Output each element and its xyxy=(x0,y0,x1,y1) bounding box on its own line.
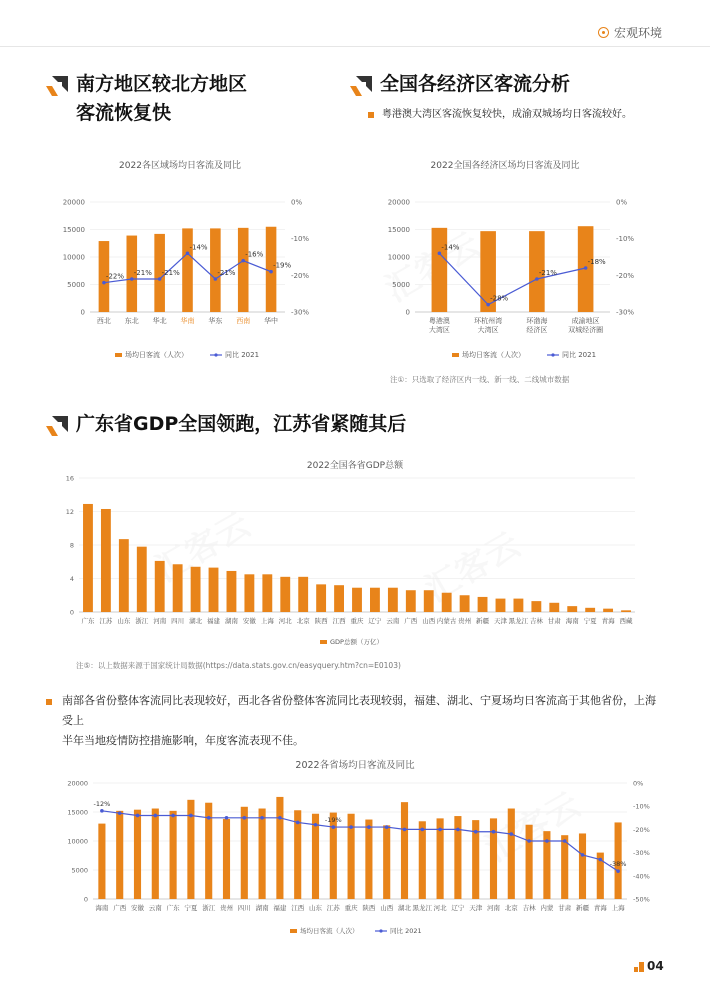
bar xyxy=(238,228,249,312)
legend-label: 场均日客流（人次） xyxy=(125,351,188,359)
x-tick-label: 浙江 xyxy=(135,617,149,625)
bar xyxy=(316,584,326,612)
x-tick-label: 山东 xyxy=(309,904,322,912)
bar xyxy=(259,809,266,899)
x-tick-label: 甘肃 xyxy=(558,904,572,912)
legend-label: 同比 2021 xyxy=(562,351,597,359)
series-point xyxy=(349,825,353,829)
y-tick-label: 10000 xyxy=(67,837,88,846)
x-tick-label: 湖北 xyxy=(189,617,203,625)
bar xyxy=(98,824,105,899)
series-point xyxy=(100,809,104,813)
x-tick-label: 山西 xyxy=(380,904,394,912)
econ-zone-summary: 粤港澳大湾区客流恢复较快，成渝双城场均日客流较好。 xyxy=(382,109,632,120)
series-point xyxy=(314,823,318,827)
bar xyxy=(280,577,290,612)
page-number: 04 xyxy=(647,959,664,973)
series-point xyxy=(260,816,264,820)
data-label: -19% xyxy=(324,816,342,825)
x-tick-label: 江苏 xyxy=(326,904,340,912)
series-point xyxy=(214,277,218,281)
x-tick-label: 新疆 xyxy=(476,617,490,625)
x-tick-label: 华北 xyxy=(152,317,167,325)
x-tick-label: 云南 xyxy=(148,904,162,912)
x-tick-label: 大湾区 xyxy=(477,326,499,334)
chart-title-province: 2022各省场均日客流及同比 xyxy=(295,760,415,771)
x-tick-label: 经济区 xyxy=(526,326,548,334)
y-tick-label: 5000 xyxy=(71,866,88,875)
bar xyxy=(567,606,577,612)
x-tick-label: 江苏 xyxy=(99,617,113,625)
data-label: -12% xyxy=(93,799,111,808)
y-tick-label: 0 xyxy=(83,895,88,904)
legend-label: 场均日客流（人次） xyxy=(300,927,359,935)
bar xyxy=(241,807,248,899)
x-tick-label: 新疆 xyxy=(576,904,589,912)
bar xyxy=(549,603,559,612)
x-tick-label: 广西 xyxy=(404,617,418,625)
x-tick-label: 黑龙江 xyxy=(412,904,433,912)
x-tick-label: 湖北 xyxy=(398,904,411,912)
x-tick-label: 宁夏 xyxy=(184,904,198,912)
bar xyxy=(137,547,147,612)
series-line xyxy=(439,253,585,304)
title-line: 南方地区较北方地区 xyxy=(76,73,248,95)
x-tick-label: 双城经济圈 xyxy=(568,326,604,334)
data-label: -14% xyxy=(189,243,208,252)
bar xyxy=(513,599,523,612)
legend-swatch xyxy=(115,353,122,357)
title-line: 客流恢复快 xyxy=(76,102,172,124)
bar xyxy=(383,825,390,899)
page-mark-icon xyxy=(634,962,644,972)
series-point xyxy=(243,816,247,820)
bar xyxy=(298,577,308,612)
x-tick-label: 山东 xyxy=(117,617,131,625)
bar xyxy=(191,567,201,612)
series-point xyxy=(278,816,282,820)
bar xyxy=(442,593,452,612)
x-tick-label: 吉林 xyxy=(522,904,536,912)
y-tick-label: 0 xyxy=(69,608,74,617)
bar xyxy=(244,574,254,612)
x-tick-label: 北京 xyxy=(296,617,310,625)
data-label: -21% xyxy=(538,269,557,277)
y2-tick-label: -10% xyxy=(616,235,635,244)
legend-label: 场均日客流（人次） xyxy=(462,351,525,359)
x-tick-label: 安徽 xyxy=(131,904,144,912)
x-tick-label: 宁夏 xyxy=(583,617,597,625)
x-tick-label: 天津 xyxy=(493,617,507,625)
chart-title-region: 2022各区域场均日客流及同比 xyxy=(119,161,241,171)
series-point xyxy=(581,853,585,857)
series-point xyxy=(154,814,158,818)
x-tick-label: 上海 xyxy=(611,904,625,912)
y-tick-label: 15000 xyxy=(62,226,85,234)
series-point xyxy=(296,821,300,825)
x-tick-label: 西南 xyxy=(236,317,251,325)
x-tick-label: 青海 xyxy=(601,617,615,625)
series-point xyxy=(563,839,567,843)
y2-tick-label: -10% xyxy=(291,235,310,244)
chart-title-econ-zone: 2022全国各经济区场均日客流及同比 xyxy=(430,161,580,171)
chart-title-gdp: 2022全国各省GDP总额 xyxy=(306,461,404,471)
legend-swatch xyxy=(452,353,459,357)
series-point xyxy=(599,858,603,862)
bar xyxy=(561,835,568,899)
x-tick-label: 广东 xyxy=(166,904,180,912)
series-point xyxy=(158,277,162,281)
x-tick-label: 粤港澳 xyxy=(428,317,450,325)
series-point xyxy=(332,825,336,829)
x-tick-label: 贵州 xyxy=(220,904,233,912)
paragraph-line: 南部各省份整体客流同比表现较好，西北各省份整体客流同比表现较弱，福建、湖北、宁夏场均日客流高于其他省份，上海受上 xyxy=(62,694,656,727)
bar xyxy=(365,820,372,899)
bar xyxy=(352,588,362,612)
data-label: -21% xyxy=(217,269,236,277)
bar xyxy=(223,819,230,899)
x-tick-label: 北京 xyxy=(504,904,518,912)
x-tick-label: 内蒙 xyxy=(540,904,554,912)
series-point xyxy=(510,832,514,836)
x-tick-label: 湖南 xyxy=(255,904,269,912)
y2-tick-label: 0% xyxy=(616,198,628,207)
bar xyxy=(585,608,595,612)
data-label: -28% xyxy=(490,294,509,303)
x-tick-label: 浙江 xyxy=(202,904,216,912)
series-point xyxy=(438,828,442,832)
y-tick-label: 8 xyxy=(69,541,74,550)
bar xyxy=(334,585,344,612)
x-tick-label: 广东 xyxy=(81,617,95,625)
x-tick-label: 江西 xyxy=(291,904,305,912)
series-point xyxy=(186,252,190,256)
bar xyxy=(621,610,631,612)
series-point xyxy=(474,830,478,834)
legend-label: 同比 2021 xyxy=(225,351,260,359)
x-tick-label: 华中 xyxy=(264,317,279,325)
x-tick-label: 贵州 xyxy=(458,617,472,625)
x-tick-label: 辽宁 xyxy=(451,904,465,912)
x-tick-label: 海南 xyxy=(95,904,109,912)
series-point xyxy=(102,281,106,285)
y2-tick-label: -30% xyxy=(616,308,635,317)
bar xyxy=(173,564,183,612)
data-label: -21% xyxy=(161,269,180,277)
section-title-econ-zone: 全国各经济区客流分析 xyxy=(380,73,571,95)
x-tick-label: 安徽 xyxy=(242,617,256,625)
x-tick-label: 云南 xyxy=(386,617,400,625)
y2-tick-label: -30% xyxy=(633,849,650,858)
chart-province-traffic xyxy=(55,775,660,940)
data-label: -21% xyxy=(133,269,152,277)
bar xyxy=(579,833,586,899)
x-tick-label: 重庆 xyxy=(344,904,358,912)
section-title-gdp: 广东省GDP全国领跑，江苏省紧随其后 xyxy=(76,413,407,435)
y2-tick-label: 0% xyxy=(633,779,644,788)
x-tick-label: 东北 xyxy=(124,317,139,325)
legend-swatch xyxy=(320,640,327,644)
x-tick-label: 山西 xyxy=(422,617,436,625)
series-point xyxy=(545,839,549,843)
bar xyxy=(155,561,165,612)
x-tick-label: 海南 xyxy=(565,617,579,625)
series-point xyxy=(584,266,588,270)
bar xyxy=(388,588,398,612)
bar xyxy=(170,811,177,899)
x-tick-label: 内蒙古 xyxy=(436,617,457,625)
data-label: -14% xyxy=(441,243,460,252)
x-tick-label: 华南 xyxy=(180,317,195,325)
bar xyxy=(152,809,159,899)
chevron-arrow-icon xyxy=(46,76,68,96)
y-tick-label: 0 xyxy=(80,308,85,317)
target-icon xyxy=(598,27,609,38)
bar xyxy=(603,609,613,612)
series-point xyxy=(171,814,175,818)
series-point xyxy=(241,259,245,263)
series-point xyxy=(527,839,531,843)
x-tick-label: 环渤海 xyxy=(526,317,548,325)
bar xyxy=(134,810,141,899)
y-tick-label: 16 xyxy=(65,474,74,483)
y-tick-label: 5000 xyxy=(392,281,410,289)
legend-label: 同比 2021 xyxy=(390,927,422,935)
x-tick-label: 河南 xyxy=(153,617,167,625)
series-point xyxy=(207,816,211,820)
series-point xyxy=(130,277,134,281)
bar xyxy=(116,811,123,899)
series-point xyxy=(367,825,371,829)
x-tick-label: 天津 xyxy=(469,904,483,912)
bar xyxy=(432,228,448,312)
series-point xyxy=(189,814,193,818)
bar xyxy=(508,809,515,899)
note-gdp-source: 注⑤：以上数据来源于国家统计局数据(https://data.stats.gov.cn/easyquery.htm?cn=E0103) xyxy=(76,661,401,670)
paragraph-line: 半年当地疫情防控措施影响，年度客流表现不佳。 xyxy=(62,734,304,747)
y-tick-label: 10000 xyxy=(387,253,410,262)
y-tick-label: 0 xyxy=(405,308,410,317)
x-tick-label: 河南 xyxy=(487,904,500,912)
y-tick-label: 15000 xyxy=(387,226,410,234)
series-point xyxy=(456,828,460,832)
series-point xyxy=(118,811,122,815)
x-tick-label: 福建 xyxy=(273,904,287,912)
y-tick-label: 12 xyxy=(65,508,74,516)
header-divider xyxy=(0,46,710,47)
legend-point xyxy=(379,929,382,932)
chart-province-gdp xyxy=(55,470,655,655)
bar xyxy=(531,601,541,612)
y-tick-label: 4 xyxy=(69,575,74,583)
section-tag-label: 宏观环境 xyxy=(614,26,663,40)
series-point xyxy=(225,816,229,820)
province-traffic-summary xyxy=(62,691,662,751)
series-point xyxy=(403,828,407,832)
x-tick-label: 福建 xyxy=(207,617,221,625)
y2-tick-label: -10% xyxy=(633,802,650,811)
x-tick-label: 西北 xyxy=(96,317,111,325)
series-point xyxy=(136,814,140,818)
data-label: -19% xyxy=(273,261,292,270)
y2-tick-label: -20% xyxy=(616,271,635,280)
y-tick-label: 20000 xyxy=(67,779,88,788)
bar xyxy=(101,509,111,612)
y2-tick-label: -20% xyxy=(633,825,650,834)
data-label: -38% xyxy=(609,860,627,869)
bar xyxy=(424,590,434,612)
data-label: -22% xyxy=(105,272,125,281)
x-tick-label: 西藏 xyxy=(619,617,633,625)
section-tag xyxy=(598,24,662,41)
chart-region-traffic xyxy=(40,190,330,370)
y-tick-label: 15000 xyxy=(67,808,88,817)
bullet-marker xyxy=(46,699,52,705)
x-tick-label: 辽宁 xyxy=(368,617,382,625)
bar xyxy=(262,574,272,612)
legend-swatch xyxy=(290,929,297,933)
x-tick-label: 河北 xyxy=(278,617,292,625)
bar xyxy=(119,539,129,612)
bar xyxy=(460,595,470,612)
chart-econ-zone-traffic xyxy=(370,190,660,370)
x-tick-label: 湖南 xyxy=(224,617,238,625)
x-tick-label: 重庆 xyxy=(350,617,364,625)
series-point xyxy=(535,277,539,281)
x-tick-label: 上海 xyxy=(260,617,274,625)
data-label: -16% xyxy=(245,250,264,259)
x-tick-label: 四川 xyxy=(171,617,185,625)
series-point xyxy=(616,869,620,873)
chevron-arrow-icon xyxy=(46,416,68,436)
bar xyxy=(406,590,416,612)
y-tick-label: 10000 xyxy=(62,253,85,262)
y-tick-label: 20000 xyxy=(387,198,410,207)
x-tick-label: 大湾区 xyxy=(428,326,450,334)
series-point xyxy=(421,828,425,832)
x-tick-label: 青海 xyxy=(593,904,607,912)
y-tick-label: 5000 xyxy=(67,281,85,289)
x-tick-label: 四川 xyxy=(237,904,251,912)
x-tick-label: 成渝地区 xyxy=(571,317,600,325)
y2-tick-label: -20% xyxy=(291,271,310,280)
x-tick-label: 陕西 xyxy=(314,617,328,625)
series-point xyxy=(486,303,490,307)
bar xyxy=(419,821,426,899)
x-tick-label: 吉林 xyxy=(529,617,543,625)
y-tick-label: 20000 xyxy=(62,198,85,207)
legend-point xyxy=(551,353,554,356)
series-point xyxy=(385,825,389,829)
bar xyxy=(526,825,533,899)
bar xyxy=(370,588,380,612)
y2-tick-label: -40% xyxy=(633,872,650,881)
legend-label: GDP总额（万亿） xyxy=(330,638,383,646)
bullet-marker xyxy=(368,112,374,118)
legend-point xyxy=(214,353,217,356)
series-point xyxy=(492,830,496,834)
x-tick-label: 广西 xyxy=(113,904,127,912)
series-point xyxy=(438,252,442,256)
x-tick-label: 河北 xyxy=(433,904,447,912)
x-tick-label: 陕西 xyxy=(362,904,376,912)
y2-tick-label: 0% xyxy=(291,198,303,207)
bar xyxy=(182,228,193,312)
y2-tick-label: -50% xyxy=(633,895,650,904)
bar xyxy=(496,599,506,612)
x-tick-label: 黑龙江 xyxy=(508,617,529,625)
note-econ-zone: 注①：只选取了经济区内一线、新一线、二线城市数据 xyxy=(390,375,570,384)
series-point xyxy=(269,270,273,274)
data-label: -18% xyxy=(587,258,606,266)
x-tick-label: 甘肃 xyxy=(547,617,561,625)
x-tick-label: 环杭州湾 xyxy=(474,317,503,325)
bar xyxy=(276,797,283,899)
x-tick-label: 华东 xyxy=(208,317,223,325)
bar xyxy=(209,568,219,612)
x-tick-label: 江西 xyxy=(332,617,346,625)
chevron-arrow-icon xyxy=(350,76,372,96)
y2-tick-label: -30% xyxy=(291,308,310,317)
bar xyxy=(227,571,237,612)
bar xyxy=(478,597,488,612)
bar xyxy=(401,802,408,899)
section-title-south-north xyxy=(76,70,247,128)
bar xyxy=(83,504,93,612)
